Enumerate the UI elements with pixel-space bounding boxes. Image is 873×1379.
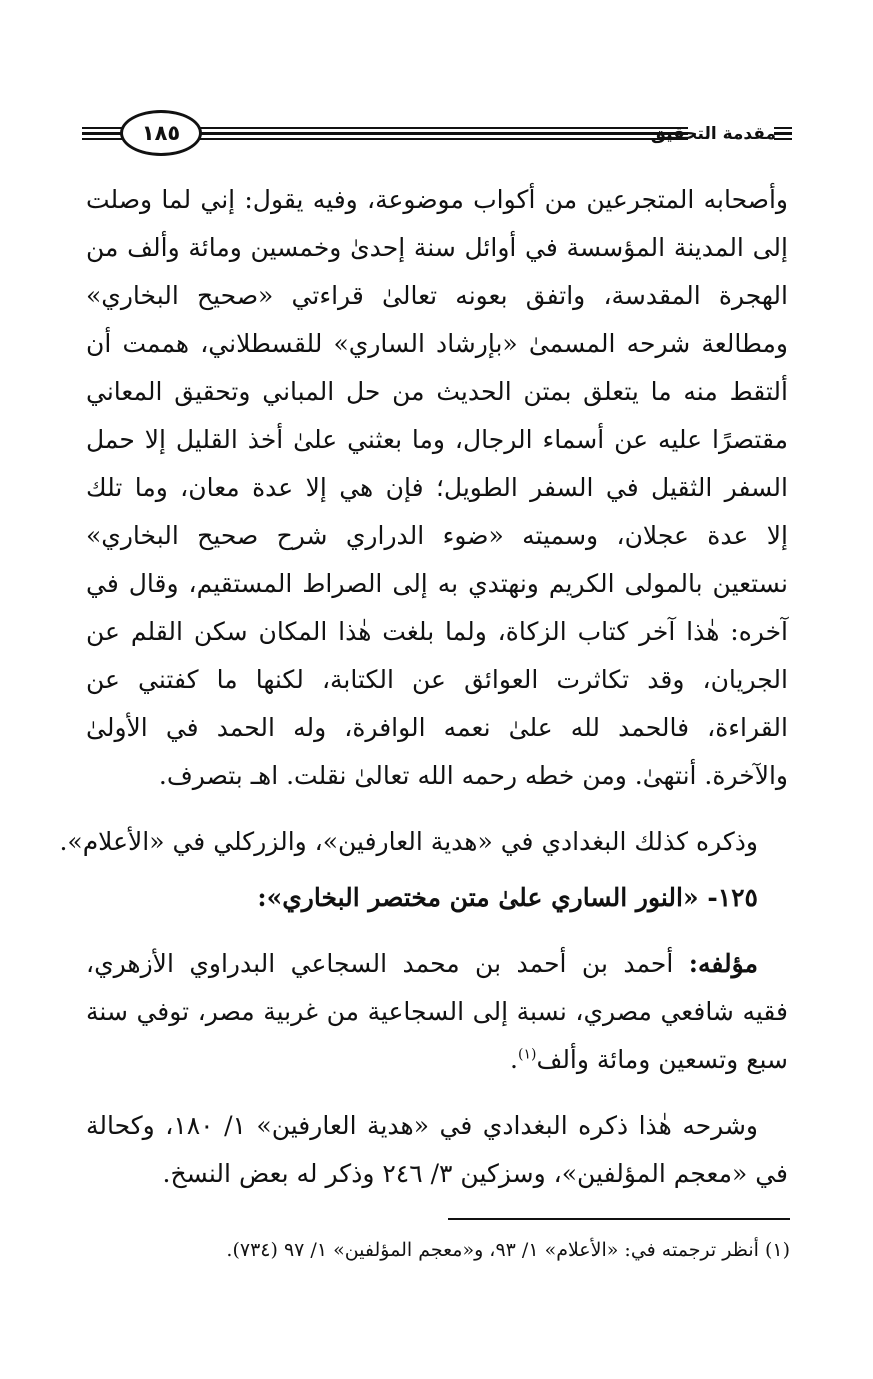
body-text [59,176,789,1198]
footnote [86,1230,790,1270]
paragraph-1 [86,176,788,800]
footnote-divider [448,1218,790,1220]
running-header [82,110,792,158]
entry-heading [86,874,788,922]
footnote-text: أنظر ترجمته في: «الأعلام» ١/ ٩٣، و«معجم المؤلفين» ١/ ٩٧ (٧٣٤). [226,1239,759,1261]
header-rule-left [82,127,122,141]
text-line: إلا عدة عجلان، وسميته «ضوء الدراري شرح صحيح البخاري» [86,521,788,550]
header-rule-right [774,127,792,141]
text-line: ألتقط منه ما يتعلق بمتن الحديث من حل المباني وتحقيق المعاني [86,377,788,406]
page-number: ١٨٥ [120,110,202,156]
footnote-reference[interactable]: (١) [517,1046,537,1063]
text-line: الجريان، وقد تكاثرت العوائق عن الكتابة، لكنها ما كفتني عن [86,665,788,694]
footnote-marker: (١) [764,1239,790,1261]
text-line: والآخرة. أنتهىٰ. ومن خطه رحمه الله تعالىٰ نقلت. اهـ بتصرف. [158,761,788,790]
text-line: ومطالعة شرحه المسمىٰ «بإرشاد الساري» للقسطلاني، هممت أن [86,329,788,358]
text-line: وذكره كذلك البغدادي في «هدية العارفين»، والزركلي في «الأعلام». [59,827,758,856]
paragraph-4 [86,1102,788,1198]
text-line: مؤلفه: أحمد بن أحمد بن محمد السجاعي البدراوي الأزهري، [86,949,758,978]
text-line: آخره: هٰذا آخر كتاب الزكاة، ولما بلغت هٰذا المكان سكن القلم عن [86,617,788,646]
text-line: في «معجم المؤلفين»، وسزكين ٣/ ٢٤٦ وذكر له بعض النسخ. [162,1159,788,1188]
text-line: وشرحه هٰذا ذكره البغدادي في «هدية العارفين» ١/ ١٨٠، وكحالة [86,1111,758,1140]
text-line: مقتصرًا عليه عن أسماء الرجال، وما بعثني علىٰ أخذ القليل إلا حمل [86,425,789,454]
text-line: القراءة، فالحمد لله علىٰ نعمه الوافرة، وله الحمد في الأولىٰ [86,713,788,742]
text-line: سبع وتسعين ومائة وألف$^{(١)}$. [510,1045,788,1074]
text-line: إلى المدينة المؤسسة في أوائل سنة إحدىٰ وخمسين ومائة وألف من [86,233,788,262]
paragraph-2 [59,818,788,866]
running-title: مقدمة التحقيق [650,124,776,144]
entry-title: ١٢٥- «النور الساري علىٰ متن مختصر البخاري»: [257,883,758,912]
text-line: فقيه شافعي مصري، نسبة إلى السجاعية من غربية مصر، توفي سنة [86,997,789,1026]
paragraph-author [86,940,788,1084]
text-line: نستعين بالمولى الكريم ونهتدي به إلى الصراط المستقيم، وقال في [86,569,788,598]
text-line: السفر الثقيل في السفر الطويل؛ فإن هي إلا عدة معان، وما تلك [86,473,788,502]
text-line: الهجرة المقدسة، واتفق بعونه تعالىٰ قراءتي «صحيح البخاري» [86,281,788,310]
header-rule-middle [200,127,688,141]
author-label: مؤلفه: [688,949,758,978]
text-line: وأصحابه المتجرعين من أكواب موضوعة، وفيه يقول: إني لما وصلت [86,185,788,214]
